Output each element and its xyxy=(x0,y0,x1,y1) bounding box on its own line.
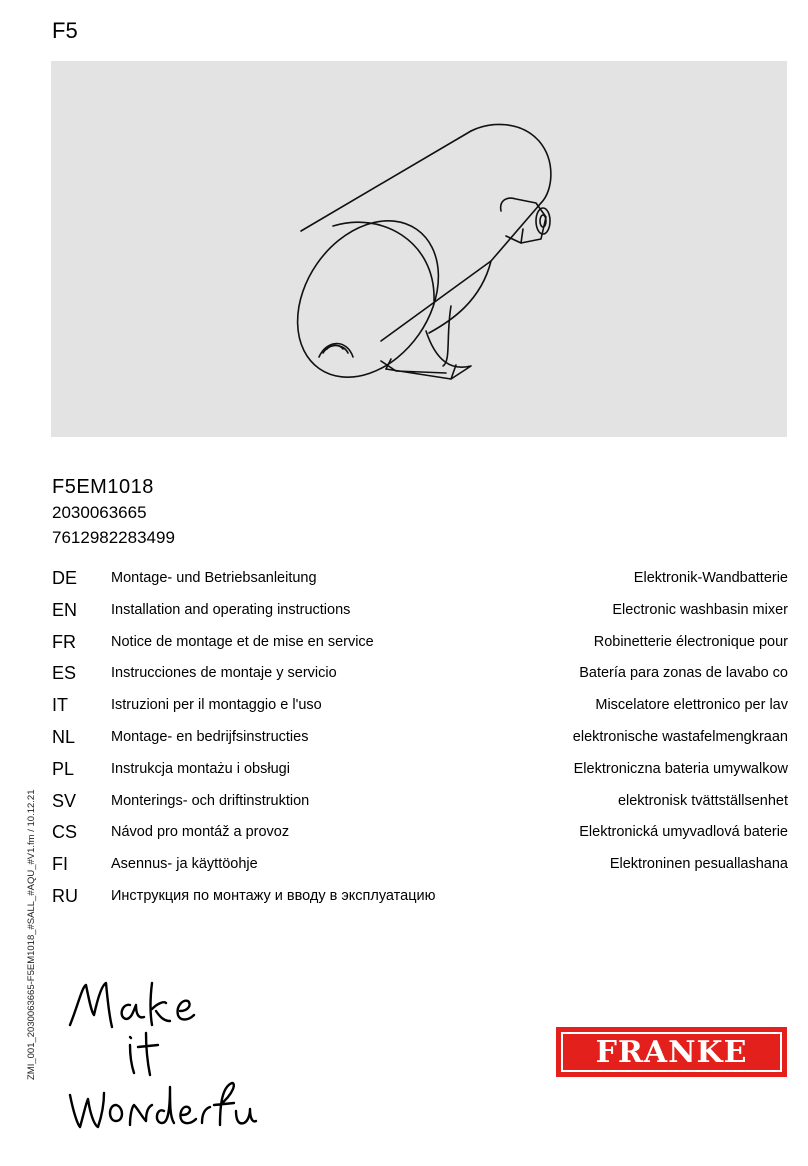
product-name: elektronische wastafelmengkraan xyxy=(572,728,788,745)
language-code: IT xyxy=(52,695,68,716)
product-name: Elektronik-Wandbatterie xyxy=(633,570,788,586)
instructions-title: Montage- en bedrijfsinstructies xyxy=(111,728,309,745)
instructions-title: Instrukcja montażu i obsługi xyxy=(111,760,290,777)
instructions-title: Monterings- och driftinstruktion xyxy=(111,792,310,809)
instructions-title: Istruzioni per il montaggio e l'uso xyxy=(111,697,322,714)
language-code: PL xyxy=(52,758,75,779)
document-id: ZMI_001_2030063665-F5EM1018_#SALL_#AQU_#V1.fm / 10.12.21 xyxy=(26,789,37,1080)
language-row-nl xyxy=(52,727,788,759)
slogan-handwritten xyxy=(60,975,260,1160)
product-name: Miscelatore elettronico per lav xyxy=(595,697,788,714)
language-row-fr xyxy=(52,632,788,664)
language-code: FI xyxy=(52,854,68,875)
language-code: CS xyxy=(52,822,78,843)
make-it-wonderful-icon xyxy=(60,975,260,1155)
instructions-title: Инструкция по монтажу и вводу в эксплуатацию xyxy=(111,887,436,904)
ean-code: 7612982283499 xyxy=(52,528,175,547)
instructions-title: Montage- und Betriebsanleitung xyxy=(111,570,317,586)
logo-border xyxy=(561,1032,782,1072)
instructions-title: Instrucciones de montaje y servicio xyxy=(111,665,337,682)
brand-name: FRANKE xyxy=(595,1034,748,1070)
article-number: 2030063665 xyxy=(52,503,147,522)
language-row-cs xyxy=(52,822,788,854)
language-code: DE xyxy=(52,568,78,588)
instructions-title: Návod pro montáž a provoz xyxy=(111,824,290,841)
instructions-title: Installation and operating instructions xyxy=(111,601,351,618)
language-list xyxy=(52,568,788,918)
product-illustration-panel xyxy=(51,61,787,437)
instructions-title: Notice de montage et de mise en service xyxy=(111,633,374,650)
faucet-illustration xyxy=(51,61,787,437)
language-row-en xyxy=(52,600,788,632)
product-name: Elektroninen pesuallashana xyxy=(609,856,788,873)
language-row-it xyxy=(52,695,788,727)
model-number: F5EM1018 xyxy=(52,476,154,498)
language-code: RU xyxy=(52,885,78,906)
instructions-title: Asennus- ja käyttöohje xyxy=(111,856,258,873)
product-name: Elektronická umyvadlová baterie xyxy=(579,824,788,841)
franke-logo xyxy=(556,1027,787,1077)
language-code: NL xyxy=(52,726,76,747)
language-code: FR xyxy=(52,631,76,652)
language-row-pl xyxy=(52,759,788,791)
language-row-fi xyxy=(52,854,788,886)
language-row-de xyxy=(52,568,788,600)
language-row-sv xyxy=(52,791,788,823)
product-name: Electronic washbasin mixer xyxy=(612,601,788,618)
language-code: ES xyxy=(52,663,77,684)
document-title: F5 xyxy=(52,18,78,43)
product-name: Batería para zonas de lavabo co xyxy=(579,665,788,682)
product-name: elektronisk tvättställsenhet xyxy=(617,792,788,809)
language-row-ru xyxy=(52,886,788,918)
language-code: SV xyxy=(52,790,77,811)
product-name: Robinetterie électronique pour xyxy=(593,633,788,650)
language-code: EN xyxy=(52,599,78,620)
product-name: Elektroniczna bateria umywalkow xyxy=(573,760,788,777)
language-row-es xyxy=(52,663,788,695)
